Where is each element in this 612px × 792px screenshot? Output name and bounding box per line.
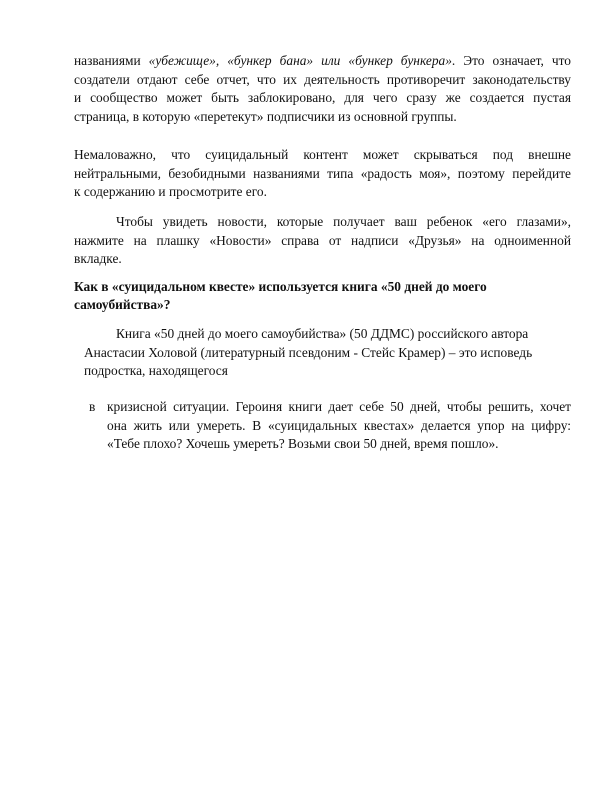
paragraph-line: создатели отдают себе отчет, что их деятельность противоречит законодательству	[74, 71, 571, 87]
paragraph-line: «Тебе плохо? Хочешь умереть? Возьми свои 50 дней, время пошло».	[107, 436, 499, 451]
paragraph-line: нажмите на плашку «Новости» справа от надписи «Друзья» на одноименной	[74, 232, 571, 248]
italic-text-run: «убежище», «бункер бана» или «бункер бункера»	[148, 53, 452, 68]
paragraph-line: Книга «50 дней до моего самоубийства» (50 ДДМС) российского автора	[116, 326, 529, 341]
paragraph-line: к содержанию и просмотрите его.	[74, 184, 267, 199]
paragraph-book-intro	[84, 325, 564, 381]
paragraph-line: Чтобы увидеть новости, которые получает ваш ребенок «его глазами»,	[116, 214, 571, 229]
paragraph-line: и сообщество может быть заблокировано, для чего сразу же создается пустая	[74, 90, 571, 105]
paragraph-line: Немаловажно, что суицидальный контент может скрываться под внешне	[74, 147, 571, 162]
list-bullet-marker: в	[89, 399, 96, 414]
paragraph-line: она жить или умереть. В «суицидальных квестах» делается упор на цифру:	[107, 417, 571, 433]
paragraph-line: нейтральными, безобидными названиями типа «радость моя», поэтому перейдите	[74, 165, 571, 181]
paragraph-line: вкладке.	[74, 251, 122, 266]
text-run: названиями	[74, 53, 149, 68]
paragraph-news-view	[74, 213, 571, 269]
heading-line: Как в «суицидальном квесте» используется книга «50 дней до моего	[74, 279, 487, 294]
paragraph-line: кризисной ситуации. Героиня книги дает себе 50 дней, чтобы решить, хочет	[107, 399, 571, 414]
paragraph-line: Анастасии Холовой (литературный псевдоним - Стейс Крамер) – это исповедь	[84, 344, 533, 360]
bullet-item-crisis	[107, 398, 571, 454]
paragraph-line: подростка, находящегося	[84, 363, 228, 378]
text-run: . Это означает, что	[451, 53, 571, 68]
section-heading	[74, 278, 571, 314]
paragraph-line	[74, 52, 571, 71]
paragraph-bunker-names	[74, 52, 571, 126]
paragraph-line: страница, в которую «перетекут» подписчики из основной группы.	[74, 108, 457, 124]
paragraph-hidden-content	[74, 146, 571, 202]
heading-line: самоубийства»?	[74, 297, 171, 312]
